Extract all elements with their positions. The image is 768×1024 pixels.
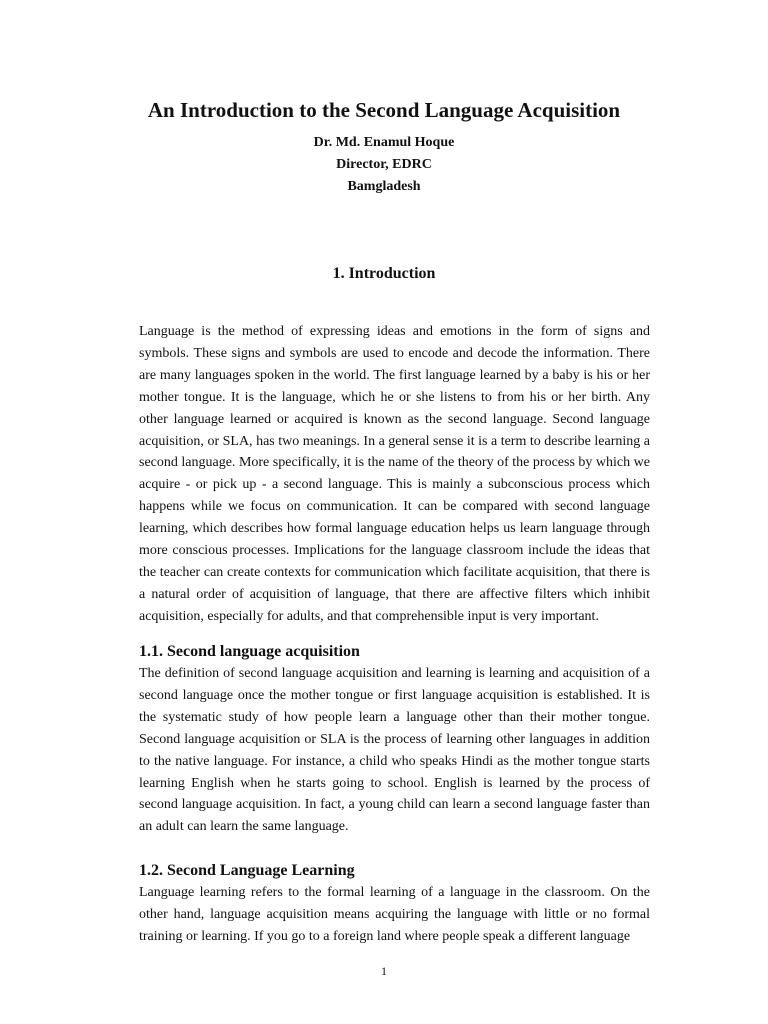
paragraph-second-language-learning: Language learning refers to the formal learning of a language in the classroom. On the other hand, language acquisition means acquiring the language with little or no formal training or learning. If you go to a foreign land where people speak a different language <box>139 885 650 944</box>
document-title: An Introduction to the Second Language Acquisition <box>147 98 621 122</box>
author-name: Dr. Md. Enamul Hoque <box>313 135 455 150</box>
section-heading-second-language-acquisition: 1.1. Second language acquisition <box>139 643 360 660</box>
paragraph-introduction: Language is the method of expressing ideas and emotions in the form of signs and symbols. These signs and symbols are used to encode and decode the information. There are many languages spoken in the world. The first language learned by a baby is his or her mother tongue. It is the language, which he or she listens to from his or her birth. Any other language learned or acquired is known as the second language. Second language acquisition, or SLA, has two meanings. In a general sense it is a term to describe learning a second language. More specifically, it is the name of the theory of the process by which we acquire - or pick up - a second language. This is mainly a subconscious process which happens while we focus on communication. It can be compared with second language learning, which describes how formal language education helps us learn language through more conscious processes. Implications for the language classroom include the ideas that the teacher can create contexts for communication which facilitate acquisition, that there is a natural order of acquisition of language, that there are affective filters which inhibit acquisition, especially for adults, and that comprehensible input is very important. <box>139 324 650 624</box>
author-country: Bamgladesh <box>347 179 421 194</box>
section-heading-introduction: 1. Introduction <box>332 265 436 282</box>
author-block <box>0 132 768 198</box>
author-position: Director, EDRC <box>336 157 432 172</box>
page-number: 1 <box>381 964 387 978</box>
paragraph-second-language-acquisition: The definition of second language acquisition and learning is learning and acquisition of a second language once the mother tongue or first language acquisition is established. It is the systematic study of how people learn a language other than their mother tongue. Second language acquisition or SLA is the process of learning other languages in addition to the native language. For instance, a child who speaks Hindi as the mother tongue starts learning English when he starts going to school. English is learned by the process of second language acquisition. In fact, a young child can learn a second language faster than an adult can learn the same language. <box>139 666 650 835</box>
section-heading-second-language-learning: 1.2. Second Language Learning <box>139 862 355 879</box>
